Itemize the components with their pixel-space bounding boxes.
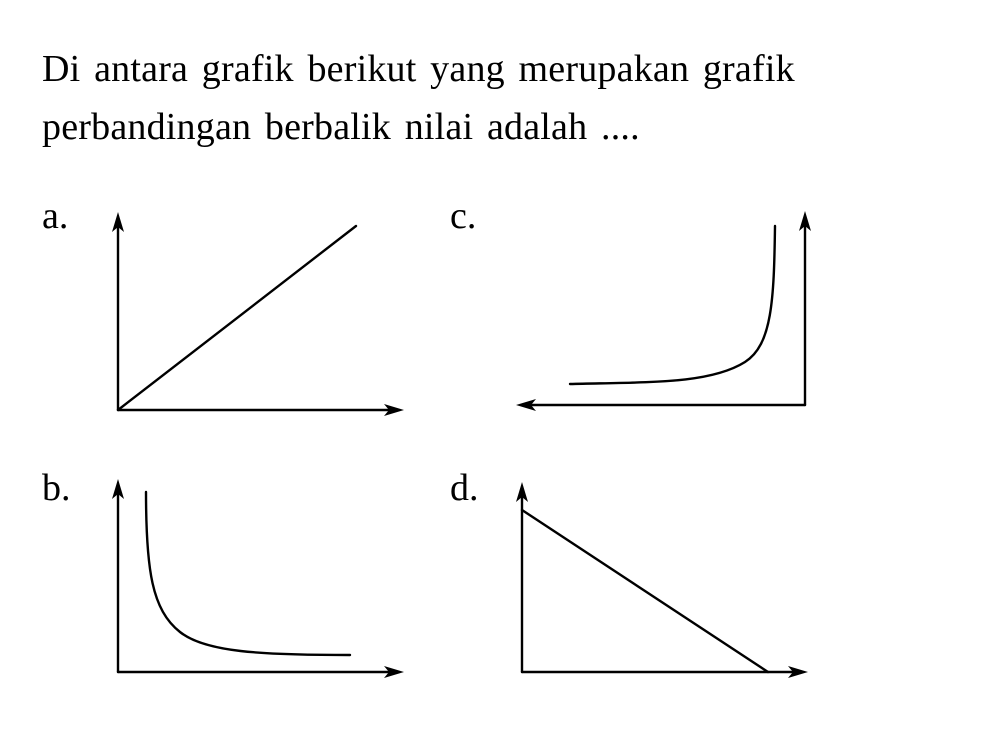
graph-c[interactable] [516,211,811,411]
option-c-label[interactable]: c. [450,195,477,237]
graph-d[interactable] [516,482,808,678]
graph-b-curve [146,492,350,655]
graph-d-line [522,510,768,672]
option-a-label[interactable]: a. [42,195,69,237]
graph-c-curve [570,226,775,384]
graph-a-line [118,226,356,410]
option-d-label[interactable]: d. [450,467,479,509]
question-line-1: Di antara grafik berikut yang merupakan grafik [42,48,795,90]
graph-a[interactable] [112,212,404,416]
question-line-2: perbandingan berbalik nilai adalah .... [42,106,640,148]
option-b-label[interactable]: b. [42,467,71,509]
graph-b[interactable] [112,479,404,678]
